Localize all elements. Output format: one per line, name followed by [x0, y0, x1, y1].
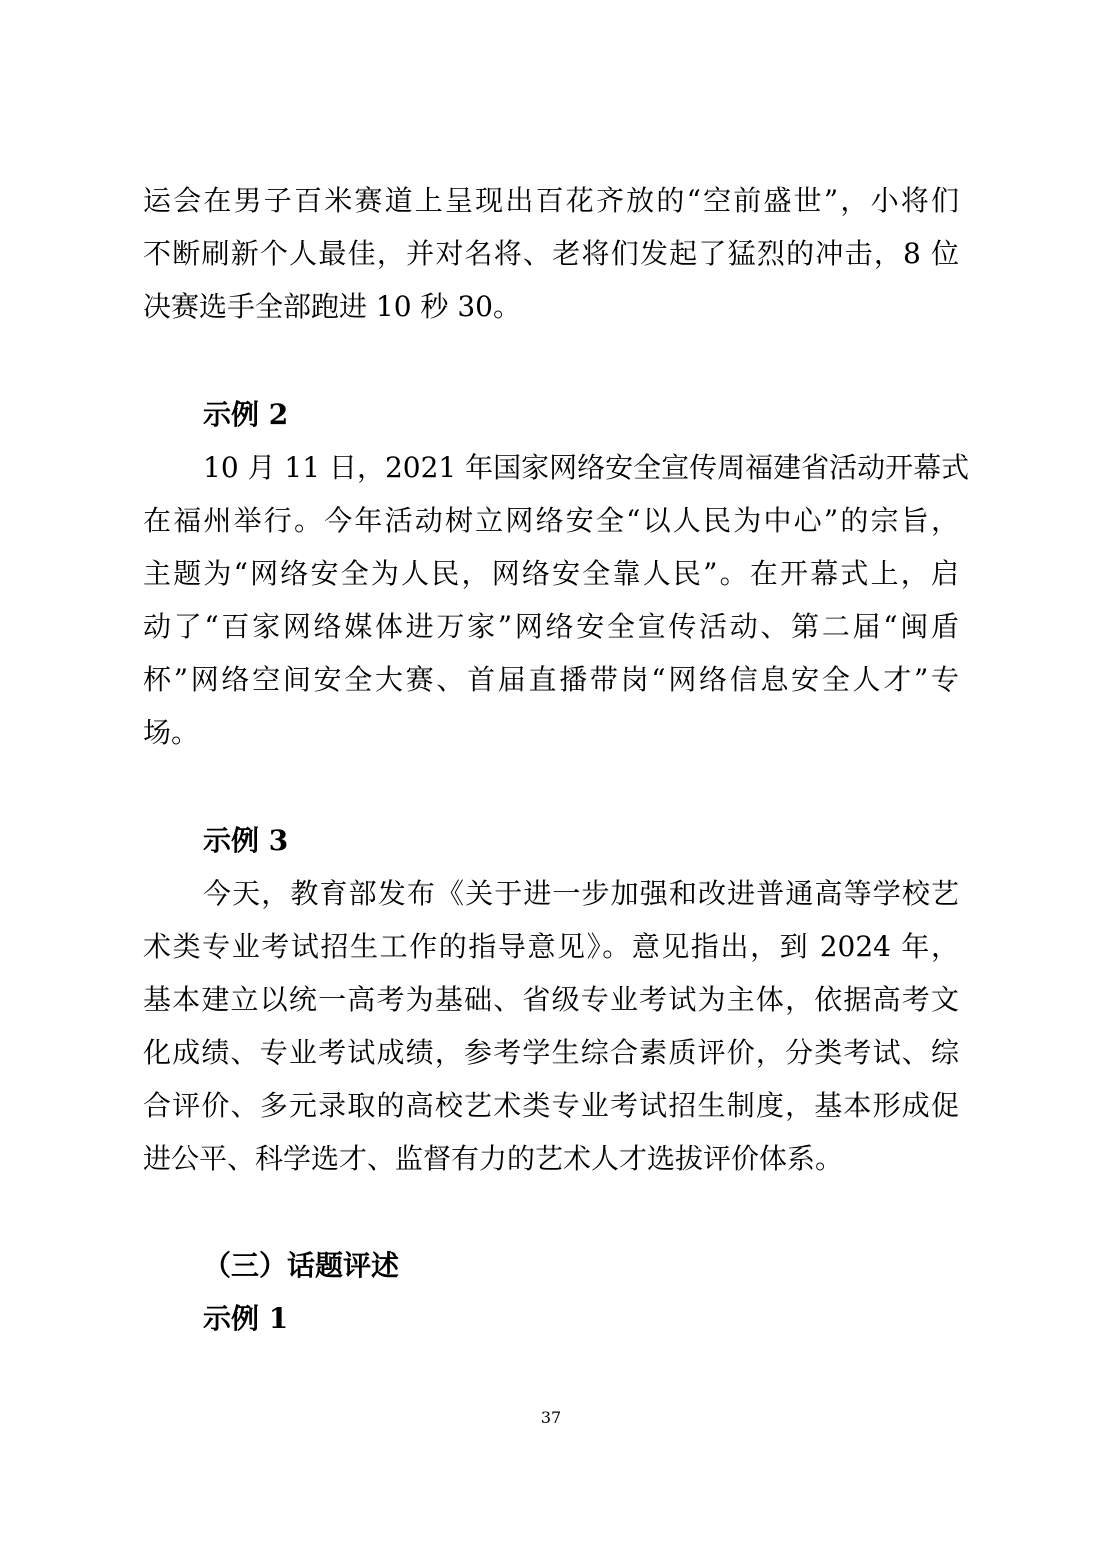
example-3-line-5: 合评价、多元录取的高校艺术类专业考试招生制度，基本形成促: [143, 1089, 959, 1122]
page-number: 37: [540, 1408, 562, 1427]
section-3-heading: （三）话题评述: [203, 1249, 400, 1282]
section-3-example-1-heading: 示例 1: [203, 1302, 289, 1335]
example-2-line-2: 在福州举行。今年活动树立网络安全“以人民为中心”的宗旨，: [143, 504, 959, 537]
example-2-line-6: 场。: [143, 716, 200, 749]
example-3-line-4: 化成绩、专业考试成绩，参考学生综合素质评价，分类考试、综: [143, 1036, 959, 1069]
example-2-line-5: 杯”网络空间安全大赛、首届直播带岗“网络信息安全人才”专: [143, 663, 959, 696]
example-3-line-1: 今天，教育部发布《关于进一步加强和改进普通高等学校艺: [203, 877, 959, 910]
example-2-heading: 示例 2: [203, 398, 289, 431]
paragraph-intro-line-2: 不断刷新个人最佳，并对名将、老将们发起了猛烈的冲击，8 位: [143, 237, 959, 270]
example-3-heading: 示例 3: [203, 824, 289, 857]
example-2-line-4: 动了“百家网络媒体进万家”网络安全宣传活动、第二届“闽盾: [143, 610, 959, 643]
paragraph-intro-line-3: 决赛选手全部跑进 10 秒 30。: [143, 290, 521, 323]
example-3-line-3: 基本建立以统一高考为基础、省级专业考试为主体，依据高考文: [143, 983, 959, 1016]
example-2-line-3: 主题为“网络安全为人民，网络安全靠人民”。在开幕式上，启: [143, 557, 959, 590]
example-2-line-1: 10 月 11 日，2021 年国家网络安全宣传周福建省活动开幕式: [203, 451, 970, 484]
example-3-line-6: 进公平、科学选才、监督有力的艺术人才选拔评价体系。: [143, 1142, 844, 1175]
paragraph-intro-line-1: 运会在男子百米赛道上呈现出百花齐放的“空前盛世”，小将们: [143, 184, 959, 217]
example-3-line-2: 术类专业考试招生工作的指导意见》。意见指出，到 2024 年，: [143, 930, 959, 963]
